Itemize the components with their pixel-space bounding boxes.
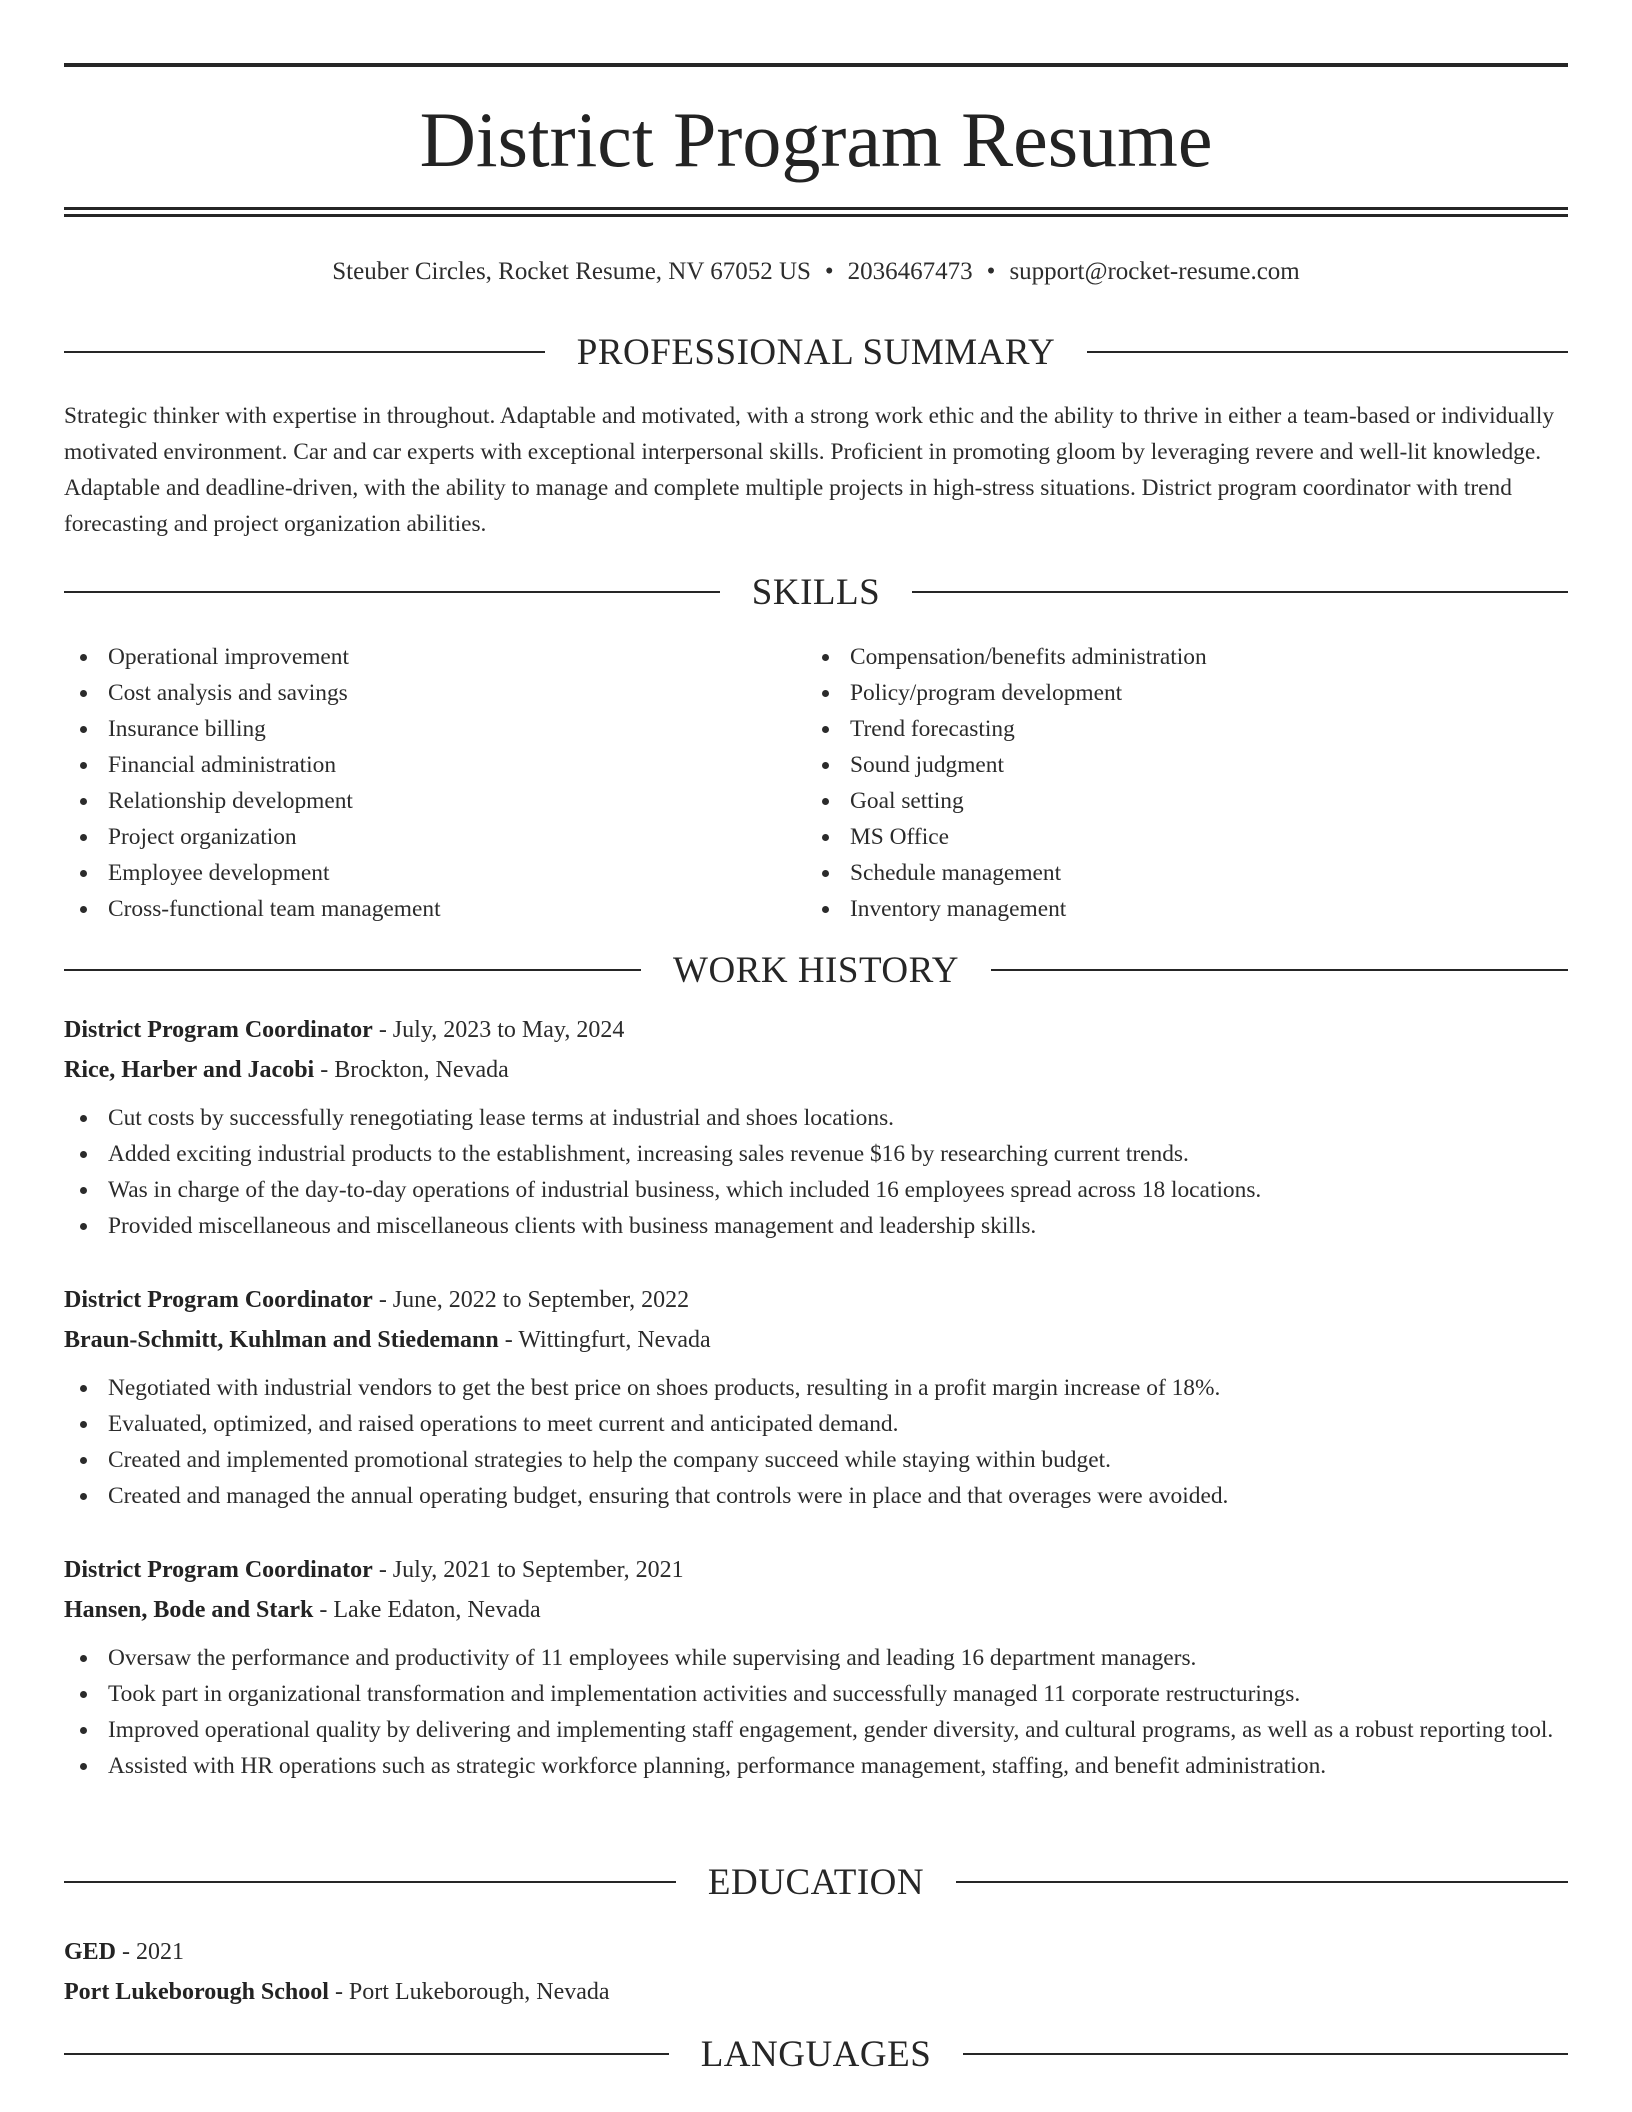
skill-item: Relationship development: [64, 783, 744, 819]
skill-item: Policy/program development: [806, 675, 1486, 711]
education-degree-line: [64, 1932, 1568, 1972]
skill-item: Schedule management: [806, 855, 1486, 891]
skill-item: Inventory management: [806, 891, 1486, 927]
job-title-line: [64, 1010, 1568, 1050]
skills-list-right: [806, 639, 1486, 927]
heading-rule: [64, 969, 641, 971]
skills-heading-text: SKILLS: [751, 571, 881, 613]
job-title: District Program Coordinator: [64, 1557, 373, 1583]
job-company-line: [64, 1590, 1568, 1630]
job-company: Hansen, Bode and Stark: [64, 1597, 314, 1623]
skill-item: Cross-functional team management: [64, 891, 744, 927]
job-location: - Wittingfurt, Nevada: [498, 1327, 711, 1353]
job-bullet: Evaluated, optimized, and raised operations to meet current and anticipated demand.: [64, 1406, 1568, 1442]
skill-item: Insurance billing: [64, 711, 744, 747]
contact-address: Steuber Circles, Rocket Resume, NV 67052 US: [332, 258, 811, 285]
job-dates: - July, 2023 to May, 2024: [372, 1017, 625, 1043]
summary-heading-text: PROFESSIONAL SUMMARY: [576, 331, 1056, 373]
job-dates: - June, 2022 to September, 2022: [372, 1287, 690, 1313]
job-bullet: Provided miscellaneous and miscellaneous clients with business management and leadership skills.: [64, 1208, 1568, 1244]
heading-rule: [991, 969, 1568, 971]
job-bullets: [64, 1370, 1568, 1514]
title-double-rule: [64, 207, 1568, 217]
summary-text: Strategic thinker with expertise in throughout. Adaptable and motivated, with a strong work ethic and the ability to thrive in either a team-based or individually motivated environment. Car and car experts with exceptional interpersonal skills. Proficient in promoting gloom by leveraging revere and well-lit knowledge. Adaptable and deadline-driven, with the ability to manage and complete multiple projects in high-stress situations. District program coordinator with trend forecasting and project organization abilities.: [64, 403, 1555, 537]
job-title: District Program Coordinator: [64, 1017, 373, 1043]
job-bullet: Was in charge of the day-to-day operations of industrial business, which included 16 employees spread across 18 locations.: [64, 1172, 1568, 1208]
heading-rule: [956, 1881, 1568, 1883]
contact-separator: •: [986, 258, 996, 285]
skill-item: Trend forecasting: [806, 711, 1486, 747]
job-entry: [64, 1550, 1568, 1784]
work-history-heading-text: WORK HISTORY: [673, 949, 959, 991]
job-title-line: [64, 1550, 1568, 1590]
heading-rule: [64, 591, 720, 593]
heading-rule: [64, 1881, 676, 1883]
job-location: - Brockton, Nevada: [314, 1057, 509, 1083]
education-entry: [64, 1932, 1568, 2012]
job-company-line: [64, 1050, 1568, 1090]
contact-separator: •: [824, 258, 834, 285]
skills-list-left: [64, 639, 744, 927]
languages-heading-text: LANGUAGES: [700, 2033, 932, 2075]
education-school-line: [64, 1972, 1568, 2012]
heading-rule: [1087, 351, 1568, 353]
job-entry: [64, 1280, 1568, 1514]
heading-rule: [963, 2053, 1568, 2055]
skill-item: Project organization: [64, 819, 744, 855]
job-bullet: Oversaw the performance and productivity of 11 employees while supervising and leading 16 department managers.: [64, 1640, 1568, 1676]
job-company-line: [64, 1320, 1568, 1360]
job-bullet: Assisted with HR operations such as strategic workforce planning, performance management, staffing, and benefit administration.: [64, 1748, 1568, 1784]
education-heading: [64, 1860, 1568, 1904]
skill-item: MS Office: [806, 819, 1486, 855]
heading-rule: [64, 2053, 669, 2055]
top-rule: [64, 63, 1568, 67]
summary-heading: [64, 330, 1568, 374]
skill-item: Financial administration: [64, 747, 744, 783]
job-company: Braun-Schmitt, Kuhlman and Stiedemann: [64, 1327, 499, 1353]
skill-item: Employee development: [64, 855, 744, 891]
job-bullet: Improved operational quality by delivering and implementing staff engagement, gender diversity, and cultural programs, as well as a robust reporting tool.: [64, 1712, 1568, 1748]
job-company: Rice, Harber and Jacobi: [64, 1057, 315, 1083]
job-bullet: Created and implemented promotional strategies to help the company succeed while staying within budget.: [64, 1442, 1568, 1478]
skills-heading: [64, 570, 1568, 614]
contact-line: [64, 252, 1568, 292]
job-entry: [64, 1010, 1568, 1244]
skill-item: Sound judgment: [806, 747, 1486, 783]
resume-title: District Program Resume: [419, 96, 1213, 183]
education-location: - Port Lukeborough, Nevada: [328, 1979, 610, 2005]
heading-rule: [64, 351, 545, 353]
job-bullet: Took part in organizational transformation and implementation activities and successfully managed 11 corporate restructurings.: [64, 1676, 1568, 1712]
job-bullet: Created and managed the annual operating budget, ensuring that controls were in place and that overages were avoided.: [64, 1478, 1568, 1514]
job-bullet: Added exciting industrial products to the establishment, increasing sales revenue $16 by researching current trends.: [64, 1136, 1568, 1172]
contact-phone[interactable]: 2036467473: [847, 258, 973, 285]
job-bullets: [64, 1100, 1568, 1244]
skill-item: Goal setting: [806, 783, 1486, 819]
work-history-heading: [64, 948, 1568, 992]
skill-item: Cost analysis and savings: [64, 675, 744, 711]
job-bullet: Cut costs by successfully renegotiating lease terms at industrial and shoes locations.: [64, 1100, 1568, 1136]
job-bullet: Negotiated with industrial vendors to get the best price on shoes products, resulting in a profit margin increase of 18%.: [64, 1370, 1568, 1406]
skill-item: Operational improvement: [64, 639, 744, 675]
job-location: - Lake Edaton, Nevada: [313, 1597, 541, 1623]
education-school: Port Lukeborough School: [64, 1979, 329, 2005]
education-degree: GED: [64, 1939, 117, 1965]
education-year: - 2021: [116, 1939, 185, 1965]
skill-item: Compensation/benefits administration: [806, 639, 1486, 675]
job-dates: - July, 2021 to September, 2021: [372, 1557, 684, 1583]
job-bullets: [64, 1640, 1568, 1784]
education-heading-text: EDUCATION: [707, 1861, 925, 1903]
contact-email[interactable]: support@rocket-resume.com: [1009, 258, 1300, 285]
languages-heading: [64, 2032, 1568, 2076]
job-title-line: [64, 1280, 1568, 1320]
heading-rule: [912, 591, 1568, 593]
job-title: District Program Coordinator: [64, 1287, 373, 1313]
